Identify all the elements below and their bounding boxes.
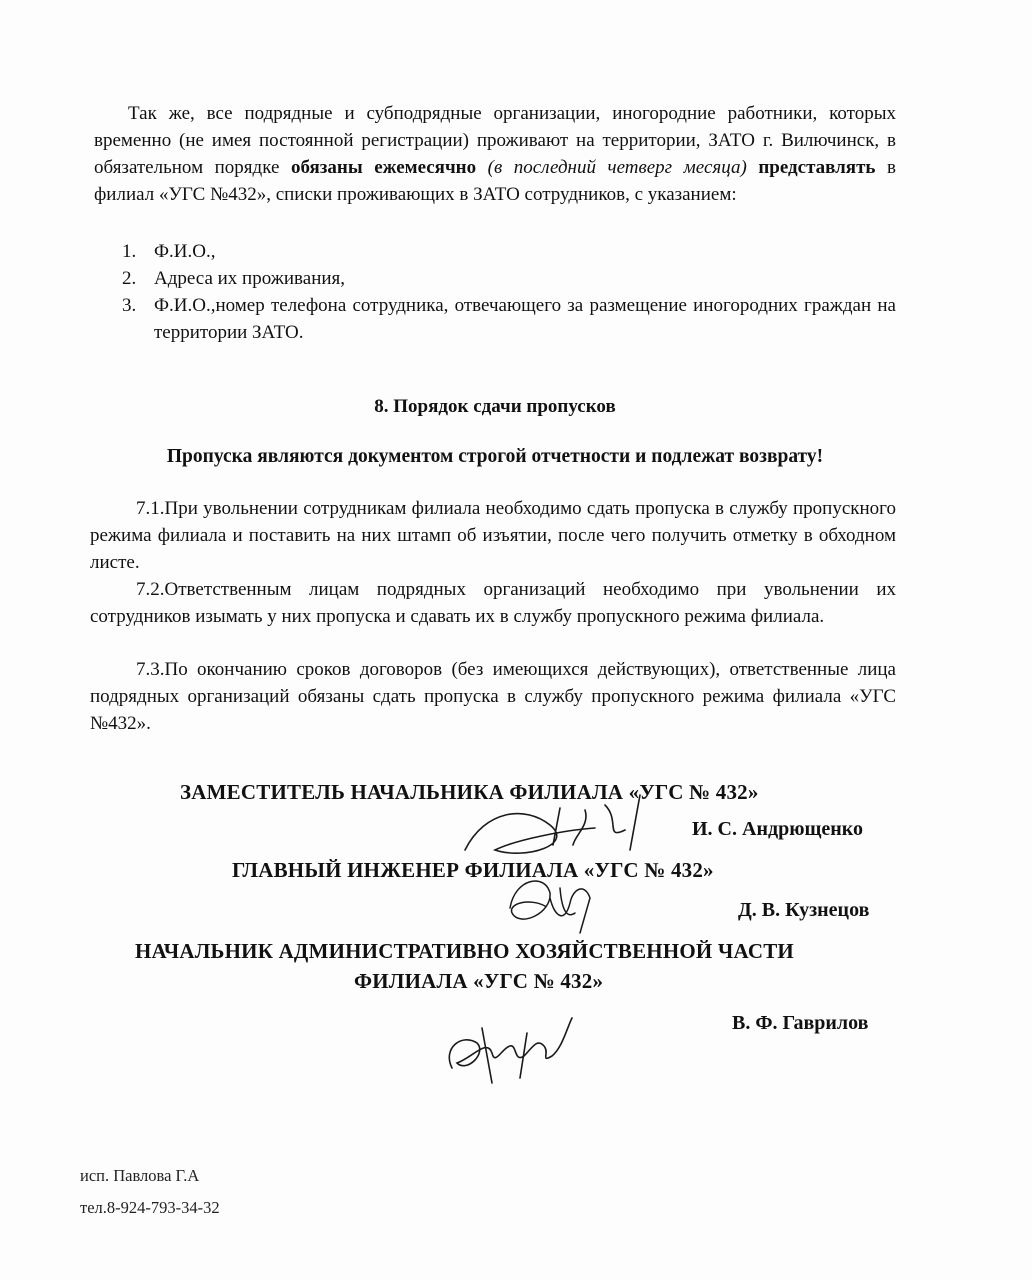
admin-name: В. Ф. Гаврилов: [732, 1012, 869, 1034]
admin-signature-icon: [432, 1008, 582, 1088]
list-item-text: Ф.И.О.,: [154, 241, 216, 262]
required-info-list: [122, 238, 896, 346]
deputy-name: И. С. Андрющенко: [692, 818, 864, 840]
phone-line: тел.8-924-793-34-32: [80, 1198, 220, 1217]
list-item-text: Адреса их проживания,: [154, 268, 346, 289]
engineer-name: Д. В. Кузнецов: [738, 899, 870, 921]
executor-line: исп. Павлова Г.А: [80, 1166, 200, 1185]
deputy-title: ЗАМЕСТИТЕЛЬ НАЧАЛЬНИКА ФИЛИАЛА «УГС № 432»: [180, 780, 759, 804]
intro-italic-schedule: (в последний четверг месяца): [476, 157, 759, 178]
paragraph-7-2: 7.2.Ответственным лицам подрядных организаций необходимо при увольнении их сотрудников изымать у них пропуска и сдавать их в службу пропускного режима филиала.: [90, 579, 896, 627]
list-item-number: 2.: [122, 268, 137, 289]
section-title: 8. Порядок сдачи пропусков: [374, 396, 616, 417]
list-item: [122, 265, 896, 292]
intro-bold-obligation: обязаны ежемесячно: [290, 157, 477, 178]
list-item: [122, 292, 896, 346]
intro-paragraph: [94, 100, 896, 208]
intro-text-2: в филиал «УГС №432», списки проживающих в ЗАТО сотрудников, с указанием:: [94, 157, 896, 205]
paragraph-7-3: 7.3.По окончанию сроков договоров (без имеющихся действующих), ответственные лица подрядных организаций обязаны сдать пропуска в службу пропускного режима филиала «УГС №432».: [90, 659, 896, 734]
intro-text-1: Так же, все подрядные и субподрядные организации, иногородние работники, которых временно (не имея постоянной регистрации) проживают на территории, ЗАТО г. Вилючинск, в обязательном порядке: [94, 103, 896, 178]
list-item-number: 1.: [122, 241, 137, 262]
admin-title-line-2: ФИЛИАЛА «УГС № 432»: [354, 969, 604, 993]
engineer-title: ГЛАВНЫЙ ИНЖЕНЕР ФИЛИАЛА «УГС № 432»: [232, 858, 714, 882]
list-item-number: 3.: [122, 295, 137, 316]
list-item-text: Ф.И.О.,номер телефона сотрудника, отвечающего за размещение иногородних граждан на территории ЗАТО.: [154, 295, 896, 343]
paragraph-7-1: 7.1.При увольнении сотрудникам филиала необходимо сдать пропуска в службу пропускного режима филиала и поставить на них штамп об изъятии, после чего получить отметку в обходном листе.: [90, 498, 896, 573]
intro-bold-submit: представлять: [758, 157, 876, 178]
list-item: [122, 238, 896, 265]
admin-title-line-1: НАЧАЛЬНИК АДМИНИСТРАТИВНО ХОЗЯЙСТВЕННОЙ ЧАСТИ: [135, 939, 794, 963]
passes-warning: Пропуска являются документом строгой отчетности и подлежат возврату!: [166, 446, 824, 467]
